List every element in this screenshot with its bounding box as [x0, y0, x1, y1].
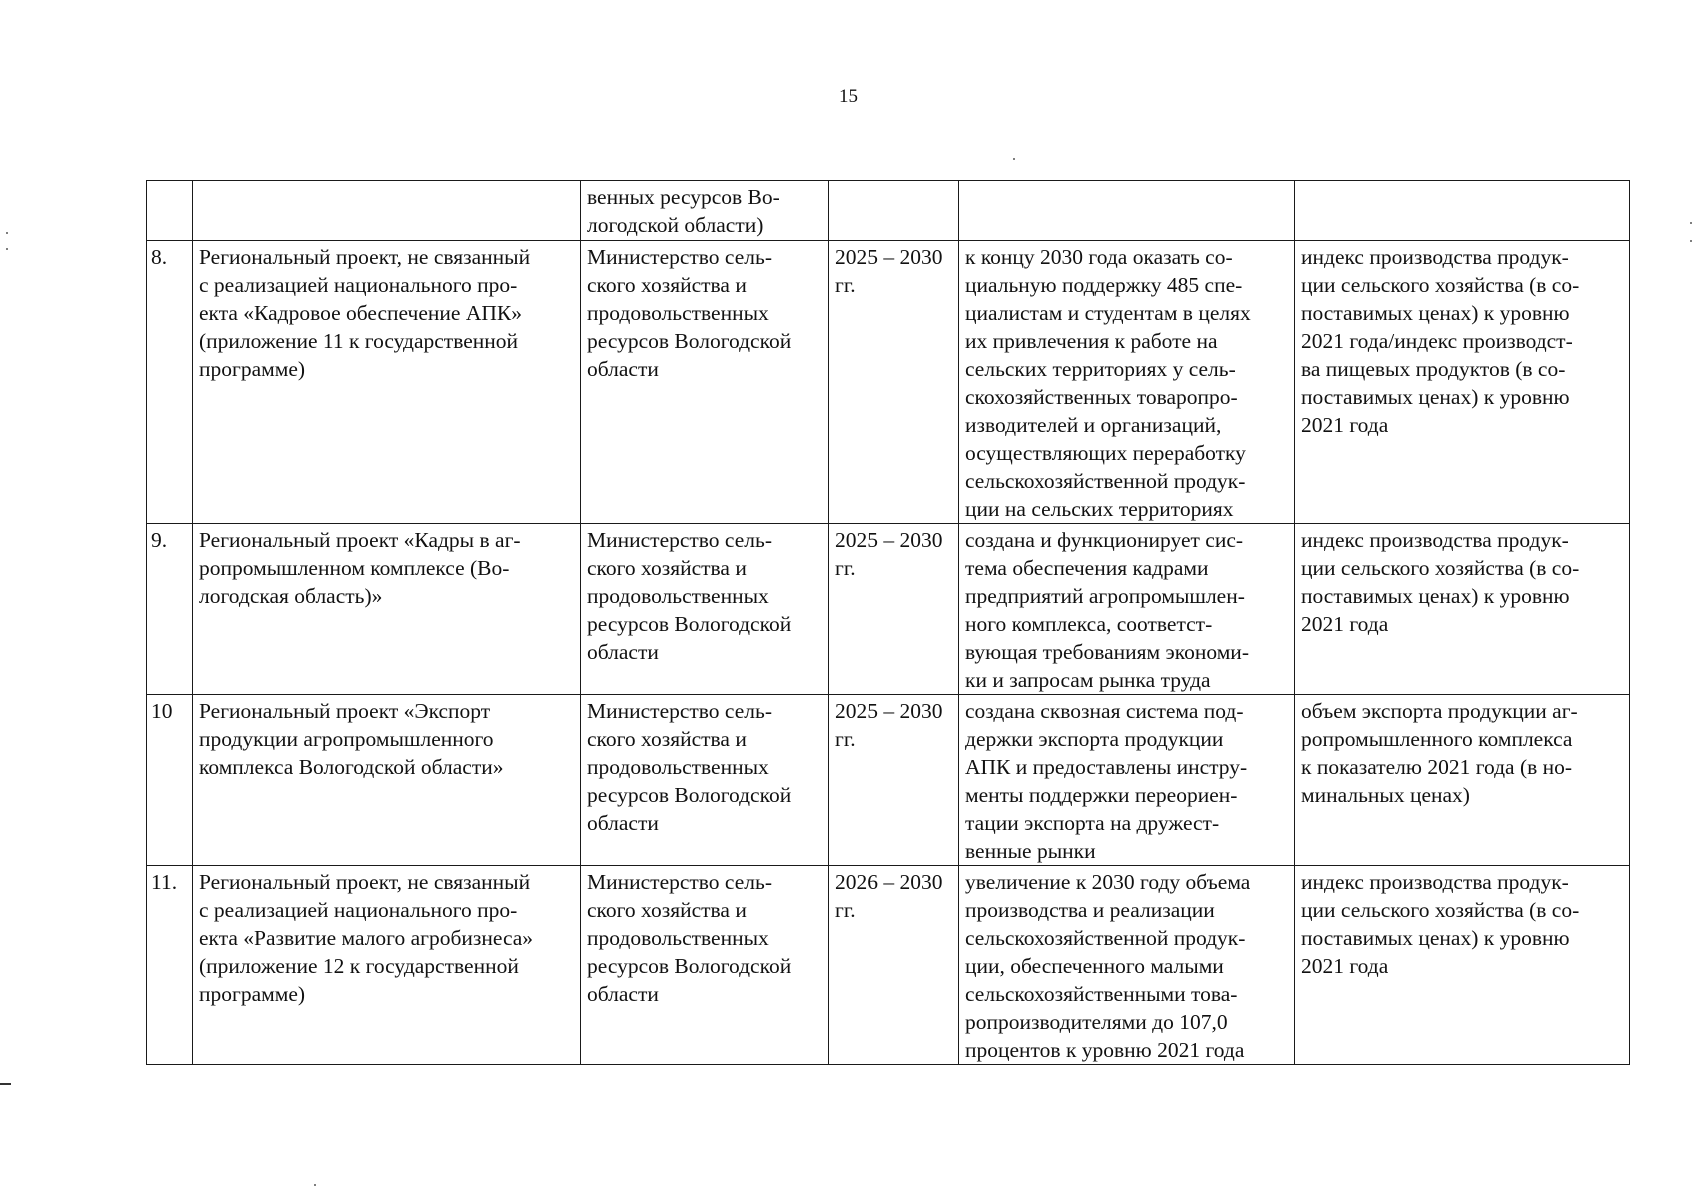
cell-result: создана и функционирует сис- тема обеспечения кадрами предприятий агропромышлен- ного комплекса, соответст- вующая требованиям экономи- ки и запросам рынка труда [959, 524, 1295, 695]
cell-responsible: венных ресурсов Во- логодской области) [581, 181, 829, 241]
scan-speck [1690, 222, 1692, 224]
cell-number: 11. [147, 866, 193, 1065]
table-row [147, 241, 1630, 524]
table-row [147, 866, 1630, 1065]
cell-responsible: Министерство сель- ского хозяйства и продовольственных ресурсов Вологодской области [581, 524, 829, 695]
cell-period: 2025 – 2030 гг. [829, 695, 959, 866]
cell-indicator: индекс производства продук- ции сельского хозяйства (в со- поставимых ценах) к уровню 2021 года/индекс производст- ва пищевых продуктов (в со- поставимых ценах) к уровню 2021 года [1295, 241, 1630, 524]
cell-result [959, 181, 1295, 241]
cell-number [147, 181, 193, 241]
scan-speck [1013, 158, 1015, 160]
table-row [147, 524, 1630, 695]
table-row-continuation [147, 181, 1630, 241]
cell-result: создана сквозная система под- держки экспорта продукции АПК и предоставлены инстру- менты поддержки переориен- тации экспорта на дружест- венные рынки [959, 695, 1295, 866]
program-projects-table [146, 180, 1630, 1065]
cell-indicator: индекс производства продук- ции сельского хозяйства (в со- поставимых ценах) к уровню 2021 года [1295, 866, 1630, 1065]
scan-speck [314, 1184, 316, 1186]
cell-period [829, 181, 959, 241]
cell-number: 9. [147, 524, 193, 695]
scan-speck [6, 232, 8, 234]
cell-project: Региональный проект, не связанный с реализацией национального про- екта «Кадровое обеспечение АПК» (приложение 11 к государственной программе) [193, 241, 581, 524]
cell-project: Региональный проект, не связанный с реализацией национального про- екта «Развитие малого агробизнеса» (приложение 12 к государственной программе) [193, 866, 581, 1065]
cell-project: Региональный проект «Экспорт продукции агропромышленного комплекса Вологодской области» [193, 695, 581, 866]
scan-speck [6, 248, 8, 250]
cell-period: 2025 – 2030 гг. [829, 524, 959, 695]
cell-result: к концу 2030 года оказать со- циальную поддержку 485 спе- циалистам и студентам в целях их привлечения к работе на сельских территориях у сель- скохозяйственных товаропро- изводителей и организаций, осуществляющих переработку сельскохозяйственной продук- ции на сельских территориях [959, 241, 1295, 524]
cell-project [193, 181, 581, 241]
cell-project: Региональный проект «Кадры в аг- ропромышленном комплексе (Во- логодская область)» [193, 524, 581, 695]
cell-indicator: объем экспорта продукции аг- ропромышленного комплекса к показателю 2021 года (в но- минальных ценах) [1295, 695, 1630, 866]
cell-number: 10 [147, 695, 193, 866]
cell-number: 8. [147, 241, 193, 524]
cell-period: 2025 – 2030 гг. [829, 241, 959, 524]
page-number: 15 [839, 86, 858, 107]
cell-responsible: Министерство сель- ского хозяйства и продовольственных ресурсов Вологодской области [581, 241, 829, 524]
cell-responsible: Министерство сель- ского хозяйства и продовольственных ресурсов Вологодской области [581, 866, 829, 1065]
table-row [147, 695, 1630, 866]
scan-speck [1690, 240, 1692, 242]
left-margin-mark [0, 1083, 11, 1085]
cell-result: увеличение к 2030 году объема производства и реализации сельскохозяйственной продук- ции, обеспеченного малыми сельскохозяйственными това- ропроизводителями до 107,0 процентов к уровню 2021 года [959, 866, 1295, 1065]
cell-indicator: индекс производства продук- ции сельского хозяйства (в со- поставимых ценах) к уровню 2021 года [1295, 524, 1630, 695]
cell-responsible: Министерство сель- ского хозяйства и продовольственных ресурсов Вологодской области [581, 695, 829, 866]
cell-indicator [1295, 181, 1630, 241]
cell-period: 2026 – 2030 гг. [829, 866, 959, 1065]
